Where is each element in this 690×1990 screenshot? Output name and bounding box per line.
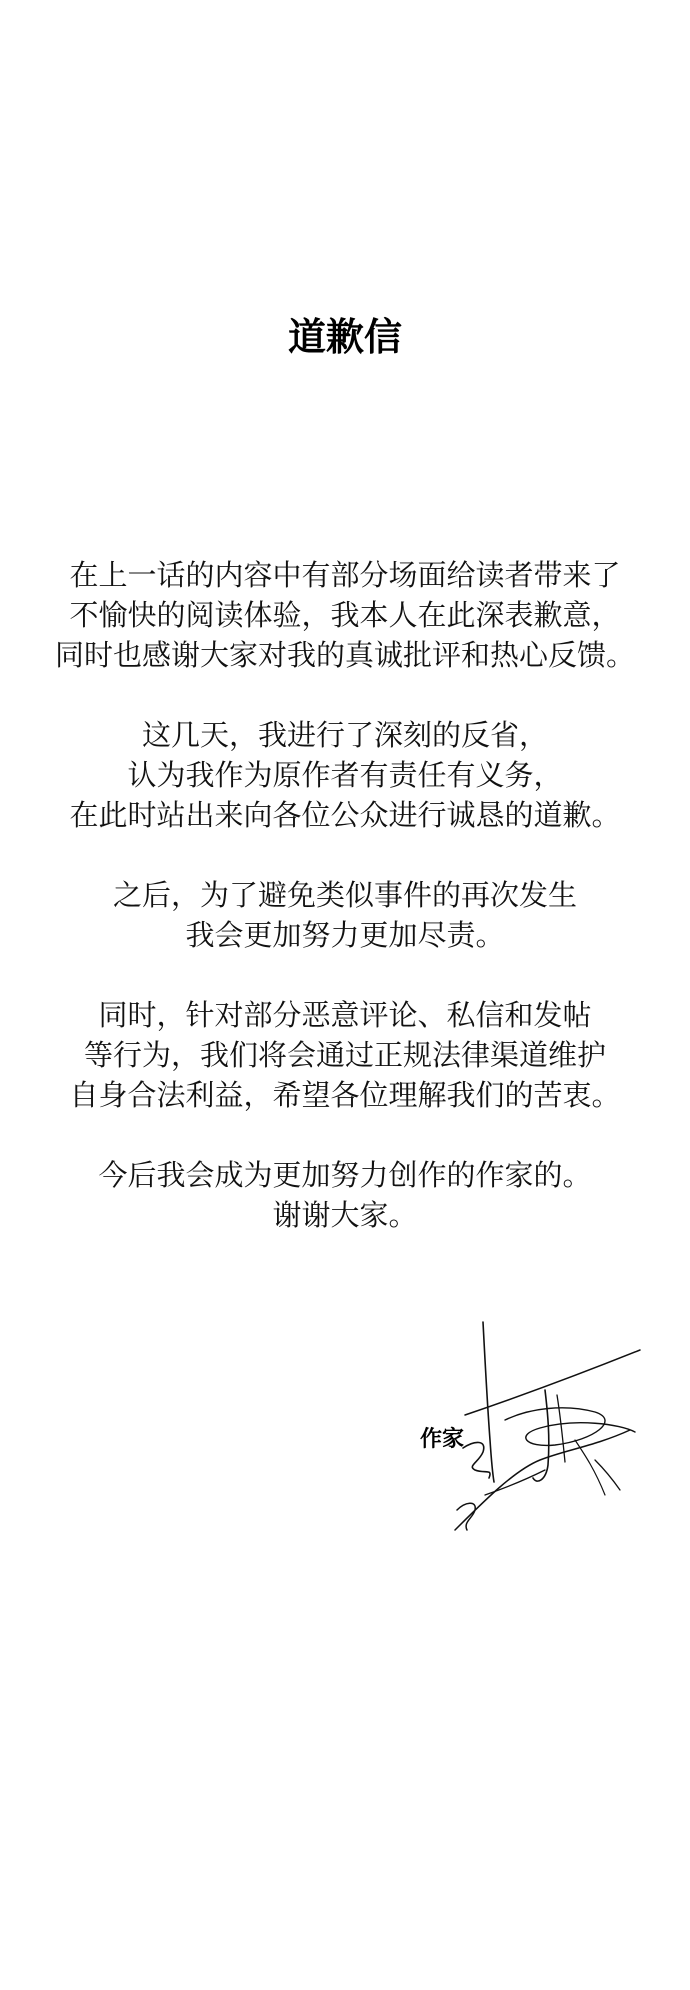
text-line: 不愉快的阅读体验，我本人在此深表歉意， <box>69 598 621 632</box>
handwritten-signature-icon <box>445 1320 655 1550</box>
paragraph-2 <box>0 715 690 835</box>
text-line: 之后，为了避免类似事件的再次发生 <box>112 878 577 912</box>
paragraph-5 <box>0 1155 690 1235</box>
text-line: 我会更加努力更加尽责。 <box>185 918 505 952</box>
author-label: 作家 <box>420 1427 465 1452</box>
text-line: 谢谢大家。 <box>272 1198 418 1232</box>
paragraph-1 <box>0 555 690 675</box>
text-line: 认为我作为原作者有责任有义务， <box>127 758 563 792</box>
text-line: 同时也感谢大家对我的真诚批评和热心反馈。 <box>54 638 635 672</box>
text-line: 在上一话的内容中有部分场面给读者带来了 <box>69 558 621 592</box>
text-line: 等行为，我们将会通过正规法律渠道维护 <box>83 1038 606 1072</box>
text-line: 自身合法利益，希望各位理解我们的苦衷。 <box>69 1078 621 1112</box>
paragraph-3 <box>0 875 690 955</box>
letter-body <box>0 555 690 1275</box>
letter-title: 道歉信 <box>287 315 402 359</box>
text-line: 这几天，我进行了深刻的反省， <box>141 718 548 752</box>
text-line: 今后我会成为更加努力创作的作家的。 <box>98 1158 592 1192</box>
paragraph-4 <box>0 995 690 1115</box>
text-line: 在此时站出来向各位公众进行诚恳的道歉。 <box>69 798 621 832</box>
text-line: 同时，针对部分恶意评论、私信和发帖 <box>98 998 592 1032</box>
